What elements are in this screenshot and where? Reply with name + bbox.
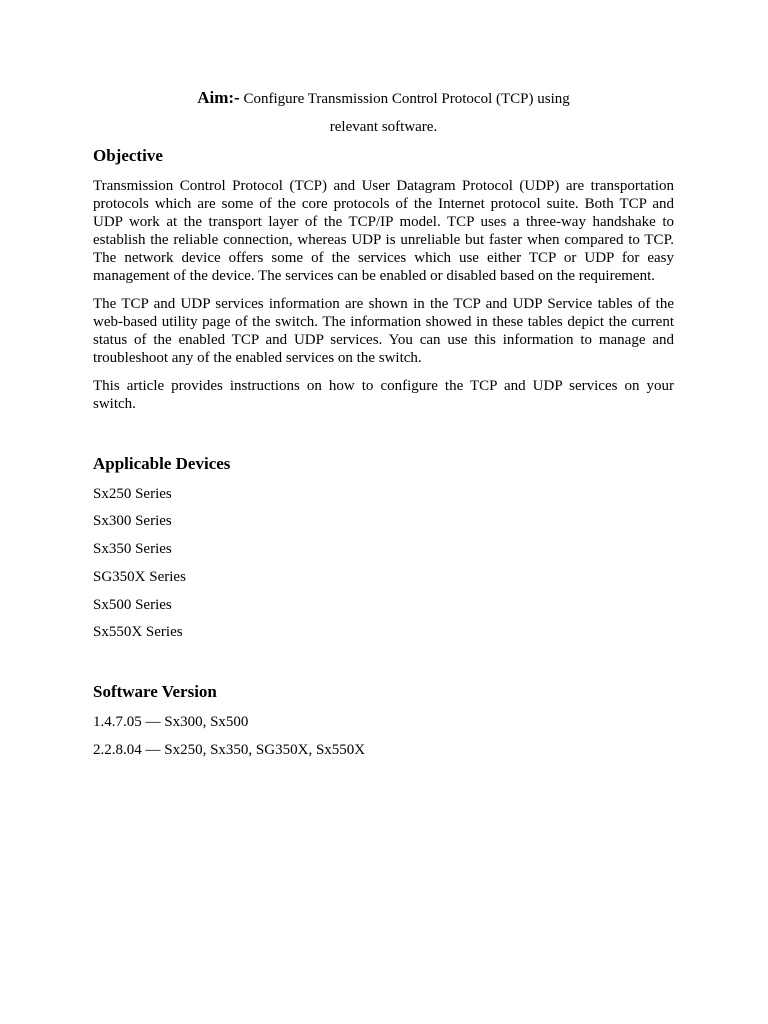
- device-item: Sx550X Series: [93, 624, 183, 640]
- software-version-heading: Software Version: [93, 682, 217, 701]
- device-item: Sx250 Series: [93, 486, 172, 502]
- aim-line: [93, 88, 674, 109]
- applicable-devices-heading: Applicable Devices: [93, 454, 231, 473]
- aim-text-line1: Configure Transmission Control Protocol (TCP) using: [239, 91, 570, 107]
- software-version-item: 1.4.7.05 — Sx300, Sx500: [93, 714, 249, 730]
- objective-paragraph-1: Transmission Control Protocol (TCP) and User Datagram Protocol (UDP) are transportation protocols which are some of the core protocols of the Internet protocol suite. Both TCP and UDP work at the transport layer of the TCP/IP model. TCP uses a three-way handshake to establish the reliable connection, whereas UDP is unreliable but faster when compared to TCP. The network device offers some of the services which use either TCP or UDP for easy management of the device. The services can be enabled or disabled based on the requirement.: [93, 178, 674, 284]
- aim-text-line2: relevant software.: [329, 119, 438, 135]
- objective-heading: Objective: [93, 146, 163, 165]
- device-item: SG350X Series: [93, 569, 186, 585]
- objective-paragraph-2: The TCP and UDP services information are shown in the TCP and UDP Service tables of the web-based utility page of the switch. The information showed in these tables depict the current status of the enabled TCP and UDP services. You can use this information to manage and troubleshoot any of the enabled services on the switch.: [93, 296, 674, 366]
- aim-label: Aim:-: [197, 88, 240, 107]
- device-item: Sx500 Series: [93, 597, 172, 613]
- objective-paragraph-3: This article provides instructions on how to configure the TCP and UDP services on your switch.: [93, 378, 674, 412]
- device-item: Sx300 Series: [93, 513, 172, 529]
- software-version-item: 2.2.8.04 — Sx250, Sx350, SG350X, Sx550X: [93, 742, 366, 758]
- device-item: Sx350 Series: [93, 541, 172, 557]
